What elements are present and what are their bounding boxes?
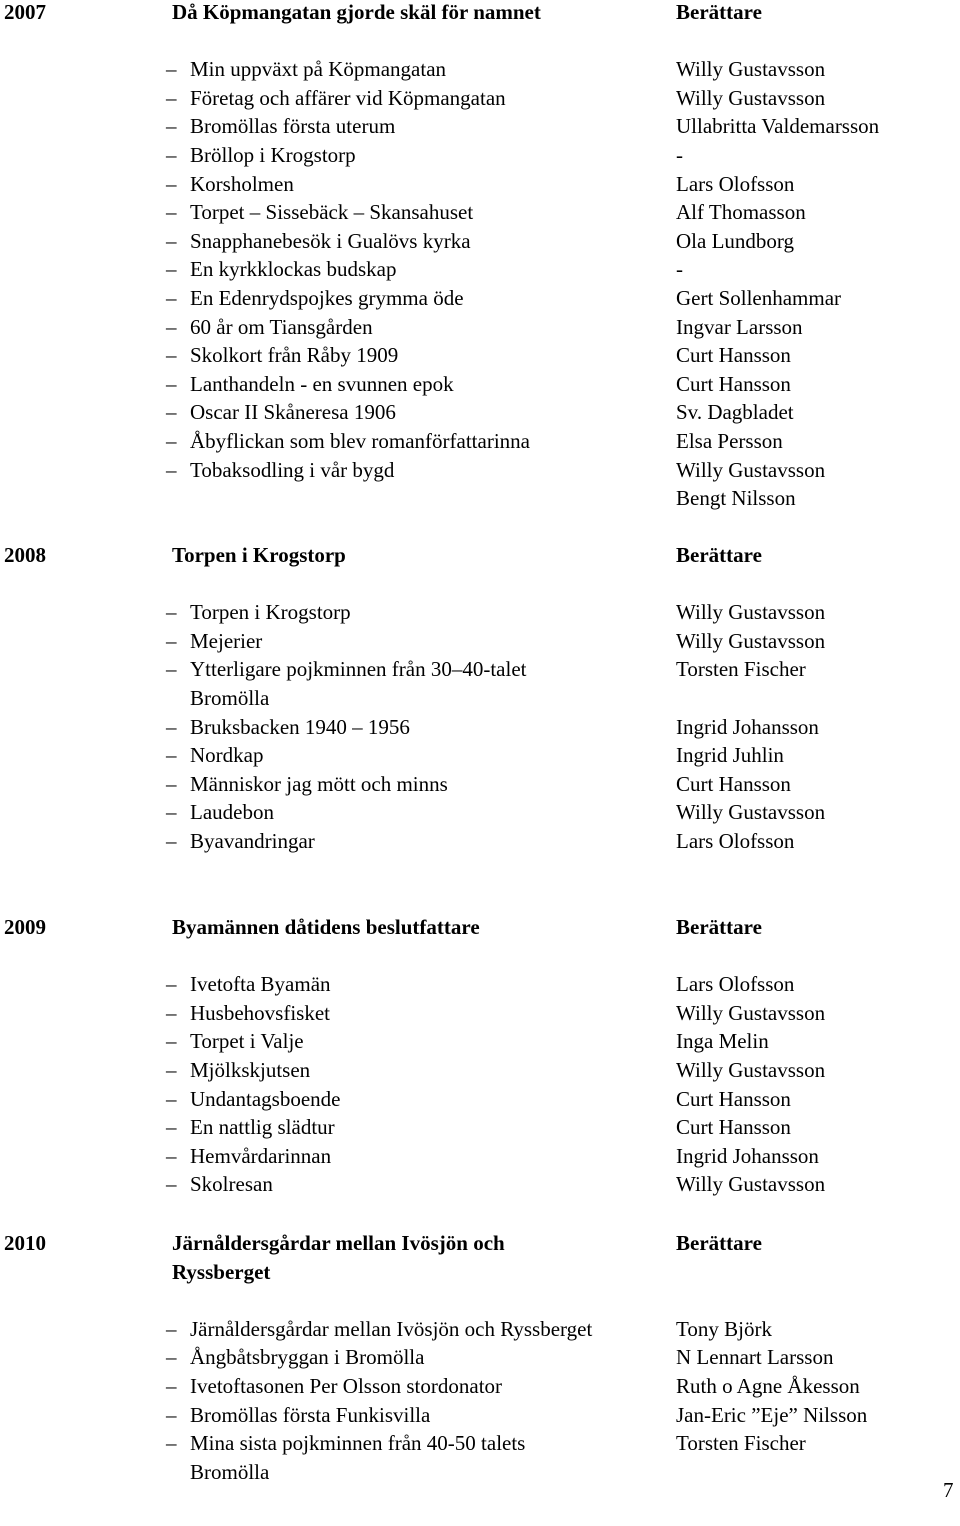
- item-title-text: Mejerier: [190, 628, 263, 653]
- item-narrator: Lars Olofsson: [676, 171, 795, 196]
- item-narrator: Elsa Persson: [676, 429, 783, 453]
- item-dash: –: [166, 400, 177, 425]
- item-title: [166, 55, 446, 83]
- item-dash: –: [166, 1345, 177, 1370]
- item-title-text: Ytterligare pojkminnen från 30–40-talet: [190, 657, 527, 682]
- item-dash: –: [166, 657, 177, 682]
- item-title-text: Järnåldersgårdar mellan Ivösjön och Ryssberget: [190, 1316, 593, 1341]
- item-title: [166, 1170, 273, 1198]
- section-title: Byamännen dåtidens beslutfattare: [172, 915, 480, 939]
- item-narrator: Ruth o Agne Åkesson: [676, 1374, 860, 1398]
- item-title-text: Mina sista pojkminnen från 40-50 talets: [190, 1431, 526, 1456]
- item-narrator: Tony Björk: [676, 1316, 772, 1341]
- item-dash: –: [166, 171, 177, 196]
- list-item: [0, 227, 960, 255]
- item-title: [166, 341, 398, 369]
- list-item: [0, 255, 960, 283]
- item-title: [166, 227, 471, 255]
- item-narrator: Willy Gustavsson: [676, 1172, 826, 1197]
- section-header: [0, 541, 960, 569]
- item-title: [166, 598, 351, 626]
- list-item: [0, 1372, 960, 1400]
- item-dash: –: [166, 800, 177, 825]
- list-item: [0, 170, 960, 198]
- list-item: [0, 1343, 960, 1371]
- item-narrator: Lars Olofsson: [676, 829, 795, 853]
- item-narrator: Torsten Fischer: [676, 1431, 806, 1456]
- item-dash: –: [166, 1115, 177, 1140]
- item-narrator: Sv. Dagbladet: [676, 400, 794, 425]
- item-title-text: Torpen i Krogstorp: [190, 600, 351, 625]
- item-narrator: Alf Thomasson: [676, 200, 806, 225]
- item-title-text: Människor jag mött och minns: [190, 771, 448, 796]
- list-item: [0, 84, 960, 112]
- item-title: [166, 1056, 310, 1084]
- list-item: [0, 313, 960, 341]
- item-title: [166, 370, 454, 398]
- item-title: [166, 198, 473, 226]
- item-title-text: Tobaksodling i vår bygd: [190, 457, 395, 482]
- item-dash: –: [166, 1402, 177, 1427]
- list-item-continued: [0, 684, 960, 712]
- list-item: [0, 427, 960, 455]
- item-title-text: Undantagsboende: [190, 1086, 341, 1111]
- list-item: [0, 398, 960, 426]
- list-item: [0, 198, 960, 226]
- item-narrator: Ingrid Johansson: [676, 714, 819, 739]
- item-narrator-extra: Bengt Nilsson: [676, 486, 796, 511]
- item-title: [166, 1401, 430, 1429]
- item-title: [166, 999, 330, 1027]
- item-title: [166, 655, 526, 683]
- item-dash: –: [166, 829, 177, 853]
- list-item: [0, 284, 960, 312]
- item-narrator: Curt Hansson: [676, 1086, 791, 1111]
- item-title: [166, 798, 274, 826]
- section-year: 2010: [4, 1231, 46, 1255]
- item-narrator: Willy Gustavsson: [676, 457, 826, 482]
- item-title: [166, 1027, 304, 1055]
- list-item: [0, 141, 960, 169]
- item-dash: –: [166, 257, 177, 282]
- section-year: 2009: [4, 915, 46, 939]
- item-dash: –: [166, 1000, 177, 1025]
- item-title-text: 60 år om Tiansgården: [190, 314, 373, 339]
- list-item: [0, 627, 960, 655]
- list-item: [0, 1085, 960, 1113]
- list-item: [0, 970, 960, 998]
- item-title: [166, 170, 294, 198]
- item-title-text: Byavandringar: [190, 829, 315, 853]
- list-item: [0, 1056, 960, 1084]
- item-title: [166, 255, 396, 283]
- list-item: [0, 1429, 960, 1457]
- item-title: [166, 741, 263, 769]
- section-year: 2008: [4, 543, 46, 567]
- item-dash: –: [166, 371, 177, 396]
- list-item: [0, 770, 960, 798]
- item-narrator: -: [676, 143, 683, 167]
- item-narrator: Curt Hansson: [676, 371, 791, 396]
- list-item: [0, 598, 960, 626]
- item-dash: –: [166, 1172, 177, 1197]
- item-title-text: En kyrkklockas budskap: [190, 257, 397, 282]
- item-narrator: Curt Hansson: [676, 771, 791, 796]
- item-title-continued: Bromölla: [190, 1459, 270, 1484]
- item-dash: –: [166, 343, 177, 368]
- item-dash: –: [166, 628, 177, 653]
- section-title: Järnåldersgårdar mellan Ivösjön och: [172, 1231, 505, 1255]
- item-title: [166, 1113, 335, 1141]
- item-dash: –: [166, 200, 177, 225]
- item-narrator: Willy Gustavsson: [676, 1058, 826, 1082]
- narrator-header: Berättare: [676, 543, 762, 567]
- item-narrator: Curt Hansson: [676, 1115, 791, 1140]
- item-dash: –: [166, 714, 177, 739]
- item-dash: –: [166, 143, 177, 167]
- section-title: Torpen i Krogstorp: [172, 543, 346, 567]
- item-title: [166, 1429, 525, 1457]
- item-title: [166, 770, 448, 798]
- item-dash: –: [166, 429, 177, 453]
- section-title: Då Köpmangatan gjorde skäl för namnet: [172, 0, 541, 24]
- narrator-header: Berättare: [676, 1231, 762, 1255]
- item-dash: –: [166, 972, 177, 997]
- item-dash: –: [166, 1029, 177, 1054]
- list-item: [0, 713, 960, 741]
- section-year: 2007: [4, 0, 46, 24]
- item-narrator: Curt Hansson: [676, 343, 791, 368]
- item-title-text: Företag och affärer vid Köpmangatan: [190, 85, 506, 110]
- item-title: [166, 1372, 502, 1400]
- narrator-header: Berättare: [676, 0, 762, 24]
- item-dash: –: [166, 57, 177, 82]
- item-title: [166, 456, 394, 484]
- section-header: [0, 0, 960, 26]
- item-dash: –: [166, 228, 177, 253]
- item-dash: –: [166, 600, 177, 625]
- item-dash: –: [166, 85, 177, 110]
- item-narrator: Willy Gustavsson: [676, 1000, 826, 1025]
- item-title: [166, 398, 396, 426]
- item-title-text: Ångbåtsbryggan i Bromölla: [190, 1345, 425, 1370]
- section-header: [0, 913, 960, 941]
- item-dash: –: [166, 1058, 177, 1082]
- section-header: [0, 1229, 960, 1257]
- item-title: [166, 84, 506, 112]
- item-narrator: Ingrid Juhlin: [676, 743, 784, 768]
- item-title-text: Åbyflickan som blev romanförfattarinna: [190, 429, 530, 453]
- item-dash: –: [166, 743, 177, 768]
- item-narrator: Jan-Eric ”Eje” Nilsson: [676, 1402, 868, 1427]
- item-dash: –: [166, 771, 177, 796]
- list-item: [0, 798, 960, 826]
- list-item: [0, 341, 960, 369]
- item-narrator: Gert Sollenhammar: [676, 286, 842, 310]
- item-title-text: Ivetofta Byamän: [190, 972, 331, 997]
- item-title-text: Torpet – Sissebäck – Skansahuset: [190, 200, 474, 225]
- item-narrator: Ullabritta Valdemarsson: [676, 114, 880, 139]
- list-item: [0, 1142, 960, 1170]
- item-title-text: En nattlig slädtur: [190, 1115, 335, 1140]
- list-item: [0, 112, 960, 140]
- list-item: [0, 1170, 960, 1198]
- item-title: [166, 1343, 424, 1371]
- list-item: [0, 1401, 960, 1429]
- item-narrator: Ingvar Larsson: [676, 314, 803, 339]
- item-title-text: Korsholmen: [190, 171, 294, 196]
- item-title: [166, 427, 530, 455]
- item-title-text: Nordkap: [190, 743, 264, 768]
- item-title-text: Oscar II Skåneresa 1906: [190, 400, 396, 425]
- item-dash: –: [166, 286, 177, 310]
- list-item-continued: [0, 484, 960, 512]
- item-narrator: Lars Olofsson: [676, 972, 795, 997]
- item-title: [166, 713, 410, 741]
- item-title-text: Ivetoftasonen Per Olsson stordonator: [190, 1374, 503, 1398]
- item-title: [166, 1142, 331, 1170]
- item-narrator: Willy Gustavsson: [676, 600, 826, 625]
- list-item: [0, 999, 960, 1027]
- narrator-header: Berättare: [676, 915, 762, 939]
- item-title-text: Bruksbacken 1940 – 1956: [190, 714, 410, 739]
- list-item: [0, 655, 960, 683]
- item-narrator: Willy Gustavsson: [676, 628, 826, 653]
- item-title-text: En Edenrydspojkes grymma öde: [190, 286, 464, 310]
- item-dash: –: [166, 1316, 177, 1341]
- item-title-text: Bröllop i Krogstorp: [190, 143, 356, 167]
- list-item: [0, 1315, 960, 1343]
- item-narrator: Willy Gustavsson: [676, 800, 826, 825]
- item-narrator: -: [676, 257, 683, 282]
- item-title: [166, 284, 464, 312]
- list-item-continued: [0, 1458, 960, 1486]
- item-title-text: Laudebon: [190, 800, 274, 825]
- list-item: [0, 827, 960, 855]
- item-narrator: Ola Lundborg: [676, 228, 795, 253]
- item-title-text: Snapphanebesök i Gualövs kyrka: [190, 228, 471, 253]
- list-item: [0, 55, 960, 83]
- item-dash: –: [166, 1086, 177, 1111]
- item-dash: –: [166, 1374, 177, 1398]
- page-number: 7: [943, 1478, 954, 1502]
- item-title: [166, 627, 262, 655]
- list-item: [0, 1027, 960, 1055]
- item-dash: –: [166, 314, 177, 339]
- item-dash: –: [166, 1143, 177, 1168]
- item-title-text: Mjölkskjutsen: [190, 1058, 311, 1082]
- list-item: [0, 370, 960, 398]
- item-narrator: Ingrid Johansson: [676, 1143, 819, 1168]
- list-item: [0, 456, 960, 484]
- item-dash: –: [166, 457, 177, 482]
- item-title-continued: Bromölla: [190, 686, 270, 710]
- item-narrator: N Lennart Larsson: [676, 1345, 834, 1370]
- item-narrator: Inga Melin: [676, 1029, 769, 1054]
- list-item: [0, 741, 960, 769]
- item-title: [166, 970, 331, 998]
- item-title-text: Bromöllas första uterum: [190, 114, 396, 139]
- item-title: [166, 1085, 340, 1113]
- item-title-text: Skolresan: [190, 1172, 273, 1197]
- item-narrator: Willy Gustavsson: [676, 57, 826, 82]
- section-title-continued: [0, 1258, 960, 1286]
- item-title-text: Husbehovsfisket: [190, 1000, 330, 1025]
- item-narrator: Willy Gustavsson: [676, 85, 826, 110]
- item-title: [166, 141, 356, 169]
- section-title-line: Ryssberget: [172, 1259, 271, 1284]
- item-title-text: Hemvårdarinnan: [190, 1143, 332, 1168]
- item-title: [166, 313, 373, 341]
- item-title-text: Skolkort från Råby 1909: [190, 343, 399, 368]
- item-title-text: Min uppväxt på Köpmangatan: [190, 57, 447, 82]
- item-title-text: Torpet i Valje: [190, 1029, 304, 1054]
- item-dash: –: [166, 1431, 177, 1456]
- item-title: [166, 827, 315, 855]
- item-title-text: Lanthandeln - en svunnen epok: [190, 371, 454, 396]
- list-item: [0, 1113, 960, 1141]
- item-title-text: Bromöllas första Funkisvilla: [190, 1402, 431, 1427]
- item-narrator: Torsten Fischer: [676, 657, 806, 682]
- item-dash: –: [166, 114, 177, 139]
- item-title: [166, 112, 395, 140]
- item-title: [166, 1315, 592, 1343]
